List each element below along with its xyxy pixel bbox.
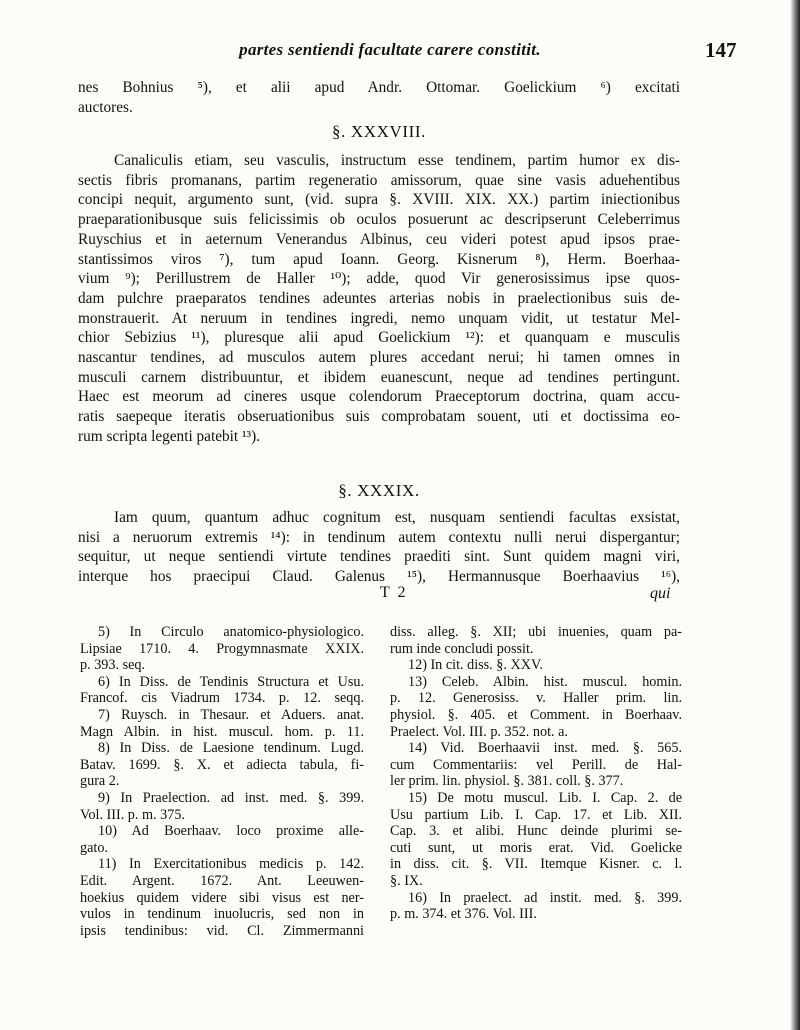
text-line: ratis saepeque iteratis obseruationibus suis comprobatam souent, uti et doctissima eo- [78, 408, 680, 426]
text-line: Haec est meorum ad cineres usque colendorum Praeceptorum doctrina, quam accu- [78, 388, 680, 406]
page-edge-shadow [790, 0, 800, 1030]
page-number: 147 [705, 38, 737, 62]
text-line: sectis fibris promanans, partim regeneratio amissorum, quae sine vasis aduehentibus [78, 171, 680, 189]
text-line: nisi a neruorum extremis ¹⁴): in tendinum autem contextu nulli nerui dispergantur; [78, 528, 680, 546]
footnote-line: Lipsiae 1710. 4. Progymnasmate XXIX. [80, 640, 364, 657]
footnotes-right-column [390, 624, 682, 923]
text-line: Ruyschius et in aeternum Venerandus Albinus, ceu videri potest apud ipsos prae- [78, 230, 680, 248]
footnote-line: gura 2. [80, 773, 120, 790]
footnote-line: 11) In Exercitationibus medicis p. 142. [98, 856, 364, 873]
catchword: qui [650, 585, 671, 602]
footnote-line: Edit. Argent. 1672. Ant. Leeuwen- [80, 872, 364, 889]
footnote-line: 5) In Circulo anatomico-physiologico. [98, 624, 364, 640]
footnote-line: Batav. 1699. §. X. et adiecta tabula, fi- [80, 756, 364, 773]
footnote-line: Magn Albin. in hist. muscul. hom. p. 11. [80, 723, 364, 740]
text-line: stantissimos viros ⁷), tum apud Ioann. Georg. Kisnerum ⁸), Herm. Boerhaa- [78, 250, 680, 268]
section-heading-39: §. XXXIX. [338, 481, 420, 500]
footnote-line: cuti sunt, ut moris erat. Vid. Goelicke [390, 839, 682, 856]
text-line: dam pulchre praeparatos tendines adeuntes arterias nobis in praelectionibus suis de- [78, 289, 680, 307]
text-line: concipi nequit, argumento sunt, (vid. supra §. XVIII. XIX. XX.) partim iniectionibus [78, 191, 680, 209]
footnote-line: ler prim. lin. physiol. §. 381. coll. §. 377. [390, 773, 624, 790]
text-line: auctores. [78, 98, 133, 116]
footnote-line: ipsis tendinibus: vid. Cl. Zimmermanni [80, 922, 364, 939]
footnote-line: 8) In Diss. de Laesione tendinum. Lugd. [98, 740, 364, 757]
footnote-line: vulos in tendinum inuolucris, sed non in [80, 906, 364, 923]
text-line: interque hos praecipui Claud. Galenus ¹⁵), Hermannusque Boerhaavius ¹⁶), [78, 568, 680, 586]
footnote-line: 6) In Diss. de Tendinis Structura et Usu. [98, 673, 364, 690]
footnote-line: 14) Vid. Boerhaavii inst. med. §. 565. [408, 740, 682, 757]
footnote-line: in diss. cit. §. VII. Itemque Kisner. c. l. [390, 856, 682, 873]
text-line: chior Sebizius ¹¹), pluresque alii apud Goelickium ¹²): et quanquam e musculis [78, 329, 680, 347]
footnote-line: p. 393. seq. [80, 657, 146, 674]
footnote-line: 9) In Praelection. ad inst. med. §. 399. [98, 789, 364, 806]
text-line: Canaliculis etiam, seu vasculis, instructum esse tendinem, partim humor ex dis- [114, 152, 680, 169]
footnote-line: rum inde concludi possit. [390, 640, 534, 657]
text-line: monstrauerit. At neruum in tendines ingredi, nemo unquam vidit, ut testatur Mel- [78, 309, 680, 327]
text-line: nascantur tendines, ad musculos autem plures accedant nerui; hi tamen omnes in [78, 349, 680, 367]
text-line: sequitur, ut neque sentiendi virtute tendines praediti sint. Sunt quidem magni viri, [78, 548, 680, 566]
text-line: Iam quum, quantum adhuc cognitum est, nusquam sentiendi facultas exsistat, [114, 509, 680, 526]
text-line: rum scripta legenti patebit ¹³). [78, 427, 261, 445]
footnote-line: 7) Ruysch. in Thesaur. et Aduers. anat. [98, 706, 364, 723]
footnote-line: Vol. III. p. m. 375. [80, 806, 185, 823]
footnote-line: Cap. 3. et alibi. Hunc deinde plurimi se- [390, 823, 682, 840]
footnote-line: 15) De motu muscul. Lib. I. Cap. 2. de [408, 789, 682, 806]
footnote-line: 13) Celeb. Albin. hist. muscul. homin. [408, 673, 682, 690]
footnote-line: cum Commentariis: vel Perill. de Hal- [390, 756, 682, 773]
footnote-line: Praelect. Vol. III. p. 352. not. a. [390, 723, 568, 740]
text-line: nes Bohnius ⁵), et alii apud Andr. Ottomar. Goelickium ⁶) excitati [78, 79, 680, 96]
text-line: praeparationibusque suis felicissimis ob oculos posuerunt ac descripserunt Celeberrimus [78, 211, 680, 229]
running-title: partes sentiendi facultate carere constitit. [239, 40, 541, 59]
footnote-line: 10) Ad Boerhaav. loco proxime alle- [98, 823, 364, 840]
intro-paragraph [78, 78, 680, 117]
text-line: vium ⁹); Perillustrem de Haller ¹⁰); adde, quod Vir generosissimus ipse quos- [78, 270, 680, 288]
text-line: musculi carnem distribuuntur, et ibidem euanescunt, neque ad tendines pertingunt. [78, 368, 680, 386]
footnote-line: p. m. 374. et 376. Vol. III. [390, 906, 537, 923]
footnote-line: physiol. §. 405. et Comment. in Boerhaav. [390, 706, 682, 723]
footnote-line: Francof. cis Viadrum 1734. p. 12. seqq. [80, 690, 364, 707]
footnotes-left-column [80, 624, 364, 939]
section-39-body [78, 508, 680, 587]
footnote-line: gato. [80, 839, 108, 856]
footnote-line: 12) In cit. diss. §. XXV. [408, 657, 543, 674]
footnote-line: p. 12. Generosiss. v. Haller prim. lin. [390, 690, 682, 707]
footnote-line: Usu partium Lib. I. Cap. 17. et Lib. XII. [390, 806, 682, 823]
footnote-line: §. IX. [390, 872, 423, 889]
footnote-line: hoekius quidem videre sibi visus est ner- [80, 889, 364, 906]
signature-mark: T 2 [380, 584, 408, 601]
section-38-body [78, 151, 680, 447]
footnote-line: diss. alleg. §. XII; ubi inuenies, quam pa- [390, 624, 682, 640]
section-heading-38: §. XXXVIII. [332, 122, 426, 141]
footnote-line: 16) In praelect. ad instit. med. §. 399. [408, 889, 682, 906]
